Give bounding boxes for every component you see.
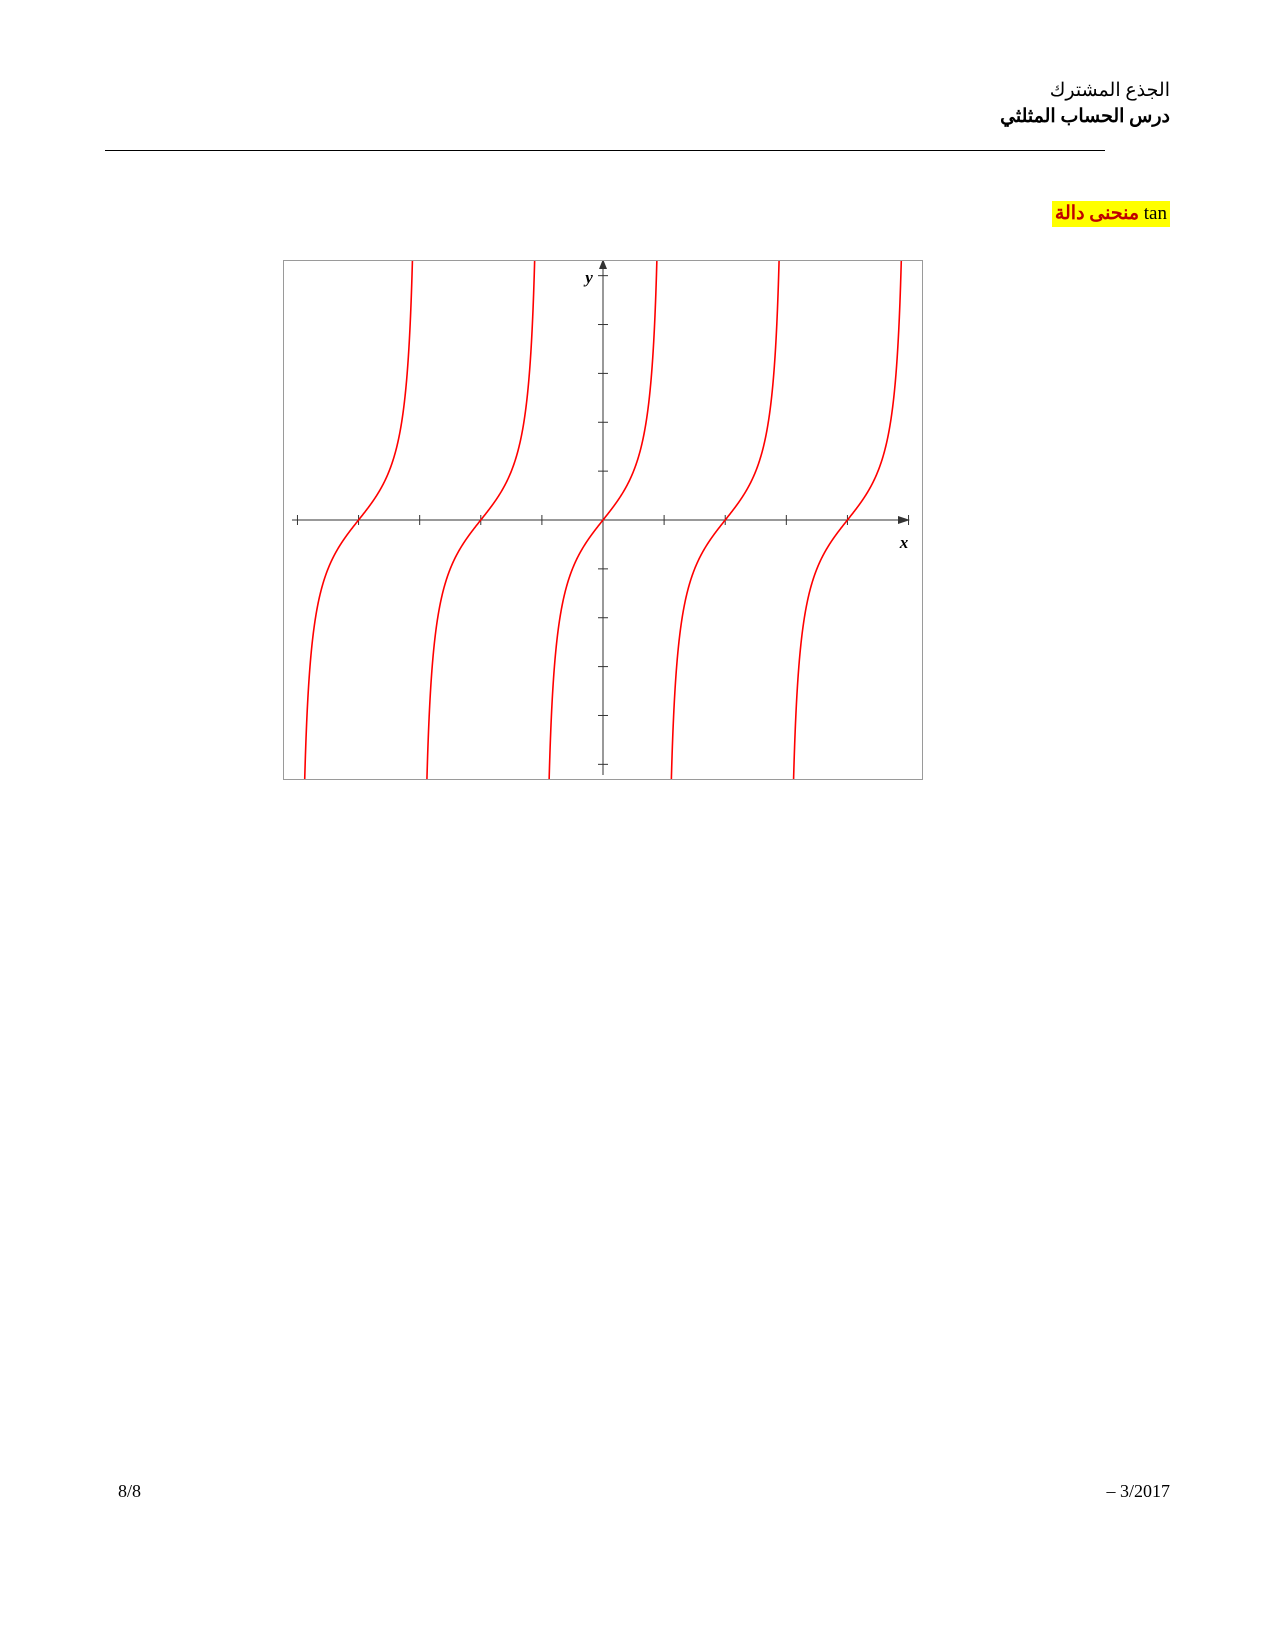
- header-title: درس الحساب المثلثي: [1000, 106, 1170, 127]
- section-heading-arabic: منحنى دالة: [1054, 203, 1140, 224]
- y-axis-label: y: [585, 268, 593, 287]
- footer-date: – 3/2017: [1106, 1481, 1170, 1501]
- header-subtitle: الجذع المشترك: [1049, 80, 1170, 101]
- x-axis-label: x: [899, 533, 909, 552]
- section-heading: [1052, 201, 1170, 227]
- section-heading-latin: tan: [1143, 203, 1167, 224]
- document-header: [170, 78, 1170, 130]
- footer-page-number: 8/8: [118, 1481, 142, 1501]
- tan-function-plot: [283, 260, 923, 780]
- header-divider: [105, 150, 1105, 151]
- plot-svg: [284, 261, 922, 779]
- y-axis-arrow: [599, 261, 607, 269]
